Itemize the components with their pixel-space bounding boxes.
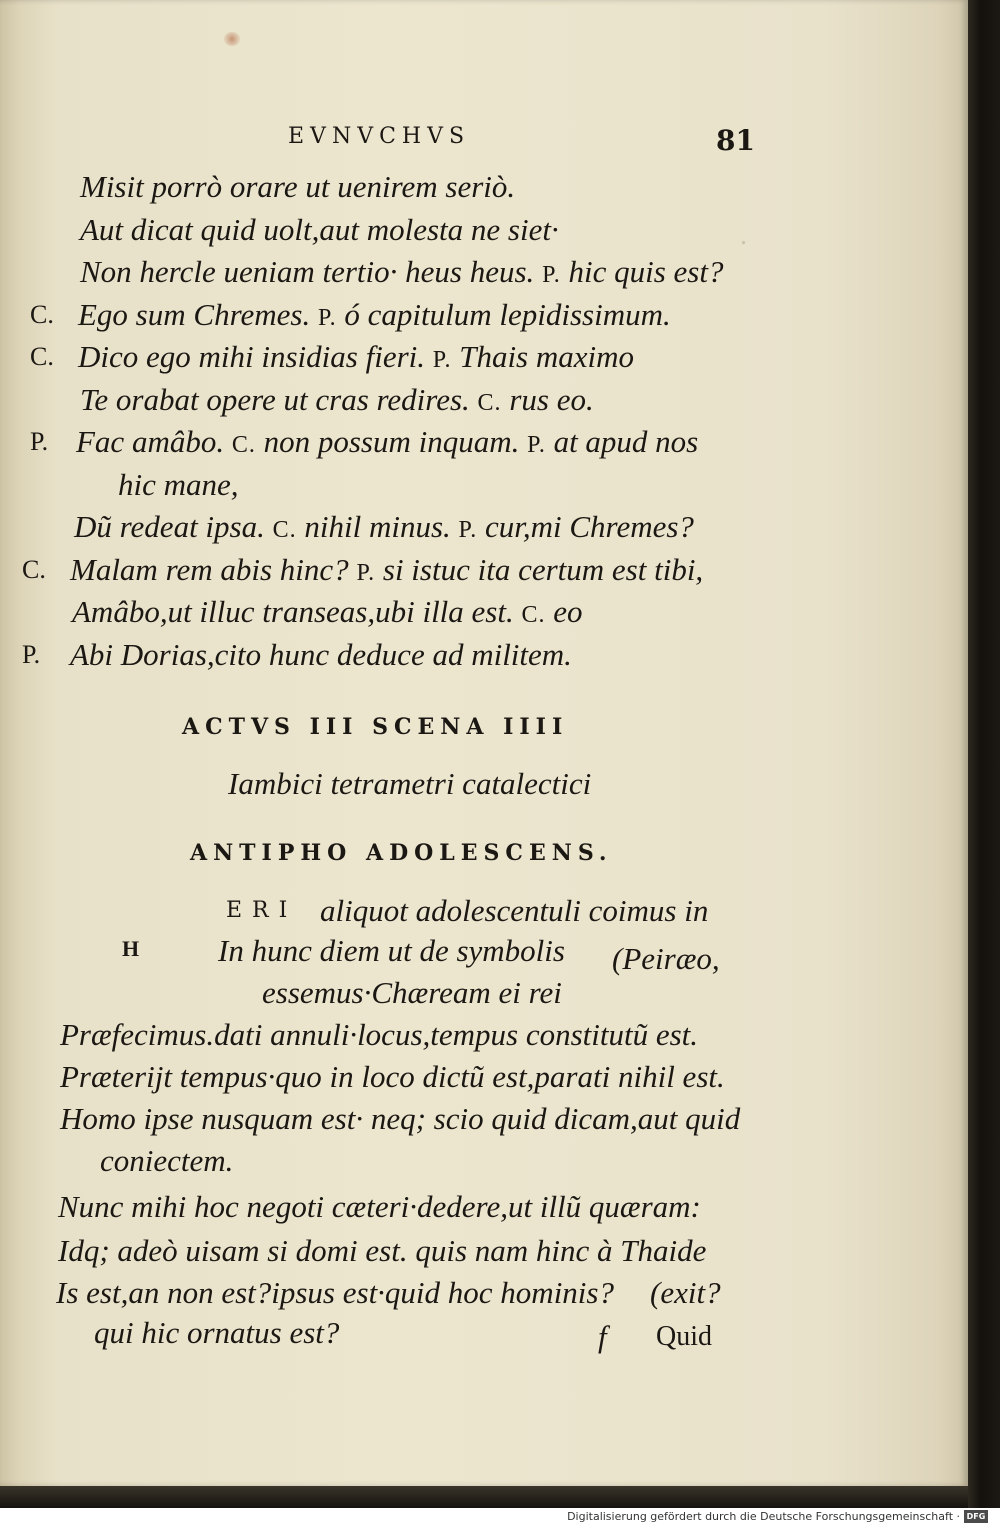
speaker-margin-label: P. <box>30 427 49 456</box>
running-head: EVNVCHVS <box>288 124 471 149</box>
book-edge-bottom <box>0 1486 968 1508</box>
verse-line: coniectem. <box>100 1143 234 1178</box>
verse-text: non possum inquam. <box>255 424 528 459</box>
verse-text: cur,mi Chremes? <box>477 509 694 544</box>
speaker-label: C. <box>231 432 256 458</box>
verse-continuation: (Peiræo, <box>612 941 720 976</box>
speaker-label: P. <box>432 347 452 373</box>
verse-line: In hunc diem ut de symbolis <box>218 933 565 968</box>
verse-text: Ego sum Chremes. <box>78 296 318 332</box>
verse-text: rus eo. <box>501 381 594 417</box>
speaker-margin-label: C. <box>22 554 46 584</box>
verse-text: Thais maximo <box>451 339 635 374</box>
verse-line <box>72 591 583 636</box>
exit-note: (exit? <box>650 1275 721 1310</box>
verse-line <box>118 464 239 506</box>
speaker-label: P. <box>356 559 376 586</box>
speaker-label: C. <box>477 389 502 416</box>
dfg-logo-icon: DFG <box>964 1510 988 1523</box>
page-stain <box>224 32 240 46</box>
verse-text: Amâbo,ut illuc transeas,ubi illa est. <box>72 594 522 629</box>
speaker-margin-label: P. <box>22 639 41 669</box>
verse-line <box>80 251 724 296</box>
speaker-label: C. <box>272 517 297 543</box>
speaker-label: C. <box>521 602 546 628</box>
speaker-label: P. <box>458 517 478 543</box>
speaker-label: P. <box>527 432 546 458</box>
book-edge-right <box>968 0 1000 1508</box>
verse-text: Fac amâbo. <box>76 424 232 459</box>
verse-text: Malam rem abis hinc? <box>70 551 357 587</box>
opening-caps: ERI <box>226 898 298 923</box>
verse-text: ó capitulum lepidissimum. <box>336 296 671 332</box>
show-through-text: . <box>740 220 747 251</box>
verse-text: Dico ego mihi insidias fieri. <box>78 339 433 374</box>
verse-line: Præterijt tempus·quo in loco dictũ est,parati nihil est. <box>60 1059 725 1094</box>
catchword: Quid <box>656 1321 712 1352</box>
verse-line: qui hic ornatus est? <box>94 1315 340 1350</box>
verse-line: Idq; adeò uisam si domi est. quis nam hinc à Thaide <box>58 1233 707 1268</box>
verse-text: si istuc ita certum est tibi, <box>375 551 704 587</box>
verse-text: Te orabat opere ut cras redires. <box>80 381 478 417</box>
page-number: 81 <box>716 124 755 157</box>
verse-text: Dũ redeat ipsa. <box>74 509 273 544</box>
verse-text: nihil minus. <box>296 509 459 544</box>
verse-text: hic mane, <box>118 466 239 502</box>
verse-text: Aut dicat quid uolt,aut molesta ne siet· <box>80 211 559 247</box>
verse-line: Præfecimus.dati annuli·locus,tempus constitutũ est. <box>60 1017 699 1052</box>
initial-capital: H <box>122 936 140 961</box>
verse-line: aliquot adolescentuli coimus in <box>320 893 709 928</box>
character-heading: ANTIPHO ADOLESCENS. <box>190 840 613 866</box>
funding-credit: Digitalisierung gefördert durch die Deutsche Forschungsgemeinschaft · <box>567 1510 960 1523</box>
verse-line <box>78 336 634 381</box>
verse-text: Non hercle ueniam tertio· heus heus. <box>80 254 543 289</box>
meter-heading: Iambici tetrametri catalectici <box>228 766 592 801</box>
scene-heading: ACTVS III SCENA IIII <box>182 714 569 740</box>
verse-text: Misit porrò orare ut uenirem seriò. <box>80 169 516 204</box>
verse-text: at apud nos <box>545 424 699 459</box>
verse-line <box>76 421 698 466</box>
speaker-label: P. <box>542 262 561 288</box>
speaker-margin-label: C. <box>30 299 54 329</box>
verse-text: eo <box>545 594 583 629</box>
verse-line <box>74 506 694 551</box>
verse-line <box>78 294 671 339</box>
verse-text: hic quis est? <box>560 254 724 289</box>
verse-line <box>80 379 594 424</box>
speaker-label: P. <box>317 304 337 331</box>
signature-mark: f <box>598 1319 607 1354</box>
verse-line: Nunc mihi hoc negoti cæteri·dedere,ut illũ quæram: <box>58 1189 701 1224</box>
verse-line: essemus·Chæream ei rei <box>262 975 562 1010</box>
verse-line <box>80 209 559 251</box>
verse-text: Abi Dorias,cito hunc deduce ad militem. <box>70 636 572 672</box>
verse-line: Is est,an non est?ipsus est·quid hoc hominis? <box>56 1275 614 1310</box>
verse-line <box>70 634 572 676</box>
verse-line: Homo ipse nusquam est· neq; scio quid dicam,aut quid <box>60 1101 741 1136</box>
speaker-margin-label: C. <box>30 342 54 371</box>
verse-line <box>70 549 703 594</box>
verse-line <box>80 166 515 208</box>
